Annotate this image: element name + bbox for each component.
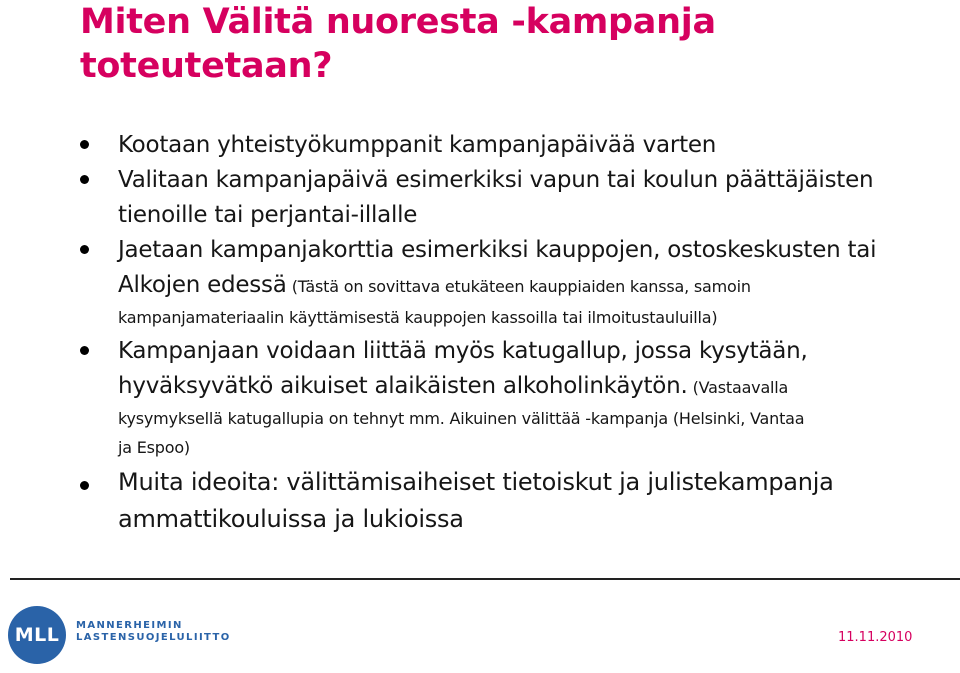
bullet-1-line-1: Kootaan yhteistyökumppanit kampanjapäivää varten [118, 132, 717, 158]
organization-name-line-2: LASTENSUOJELULIITTO [76, 632, 231, 643]
slide-title [80, 0, 940, 88]
bullet-2-line-1: Valitaan kampanjapäivä esimerkiksi vapun tai koulun päättäjäisten [118, 167, 874, 193]
slide-title-line-2: toteutetaan? [80, 46, 333, 86]
bullet-3-note-line: kampanjamateriaalin käyttämisestä kauppojen kassoilla tai ilmoitustauluilla) [118, 308, 718, 327]
bullet-dot-icon [80, 175, 89, 184]
bullet-list [0, 128, 960, 538]
bullet-3-line-2: Alkojen edessä [118, 272, 287, 298]
bullet-3-note-inline: (Tästä on sovittava etukäteen kauppiaiden kanssa, samoin [291, 277, 751, 296]
bullet-dot-icon [80, 140, 89, 149]
bullet-item-2 [0, 163, 918, 233]
bullet-4-line-1: Kampanjaan voidaan liittää myös katugallup, jossa kysytään, [118, 338, 808, 364]
bullet-4-note-inline: (Vastaavalla [692, 378, 789, 397]
slide-date: 11.11.2010 [838, 630, 913, 645]
bullet-item-5 [0, 464, 918, 538]
bullet-5-line-1: Muita ideoita: välittämisaiheiset tietoiskut ja julistekampanja [118, 468, 834, 496]
bullet-4-line-2: hyväksyvätkö aikuiset alaikäisten alkoholinkäytön. [118, 373, 688, 399]
organization-name-line-1: MANNERHEIMIN [76, 620, 183, 631]
slide-title-line-1: Miten Välitä nuoresta -kampanja [80, 2, 716, 42]
bullet-item-4 [0, 334, 918, 462]
bullet-2-line-2: tienoille tai perjantai-illalle [118, 202, 418, 228]
bullet-item-1 [0, 128, 918, 163]
bullet-3-line-1: Jaetaan kampanjakorttia esimerkiksi kauppojen, ostoskeskusten tai [118, 237, 877, 263]
mll-logo-icon [8, 606, 66, 664]
bullet-dot-icon [80, 481, 89, 490]
logo-abbreviation: MLL [14, 624, 60, 646]
bullet-4-note-line-2: ja Espoo) [118, 438, 190, 457]
organization-name [76, 620, 231, 644]
bullet-5-line-2: ammattikouluissa ja lukioissa [118, 505, 464, 533]
bullet-dot-icon [80, 245, 89, 254]
bullet-item-3 [0, 233, 918, 332]
bullet-dot-icon [80, 346, 89, 355]
footer-divider [10, 578, 960, 580]
bullet-4-note-line-1: kysymyksellä katugallupia on tehnyt mm. Aikuinen välittää -kampanja (Helsinki, Vantaa [118, 409, 805, 428]
